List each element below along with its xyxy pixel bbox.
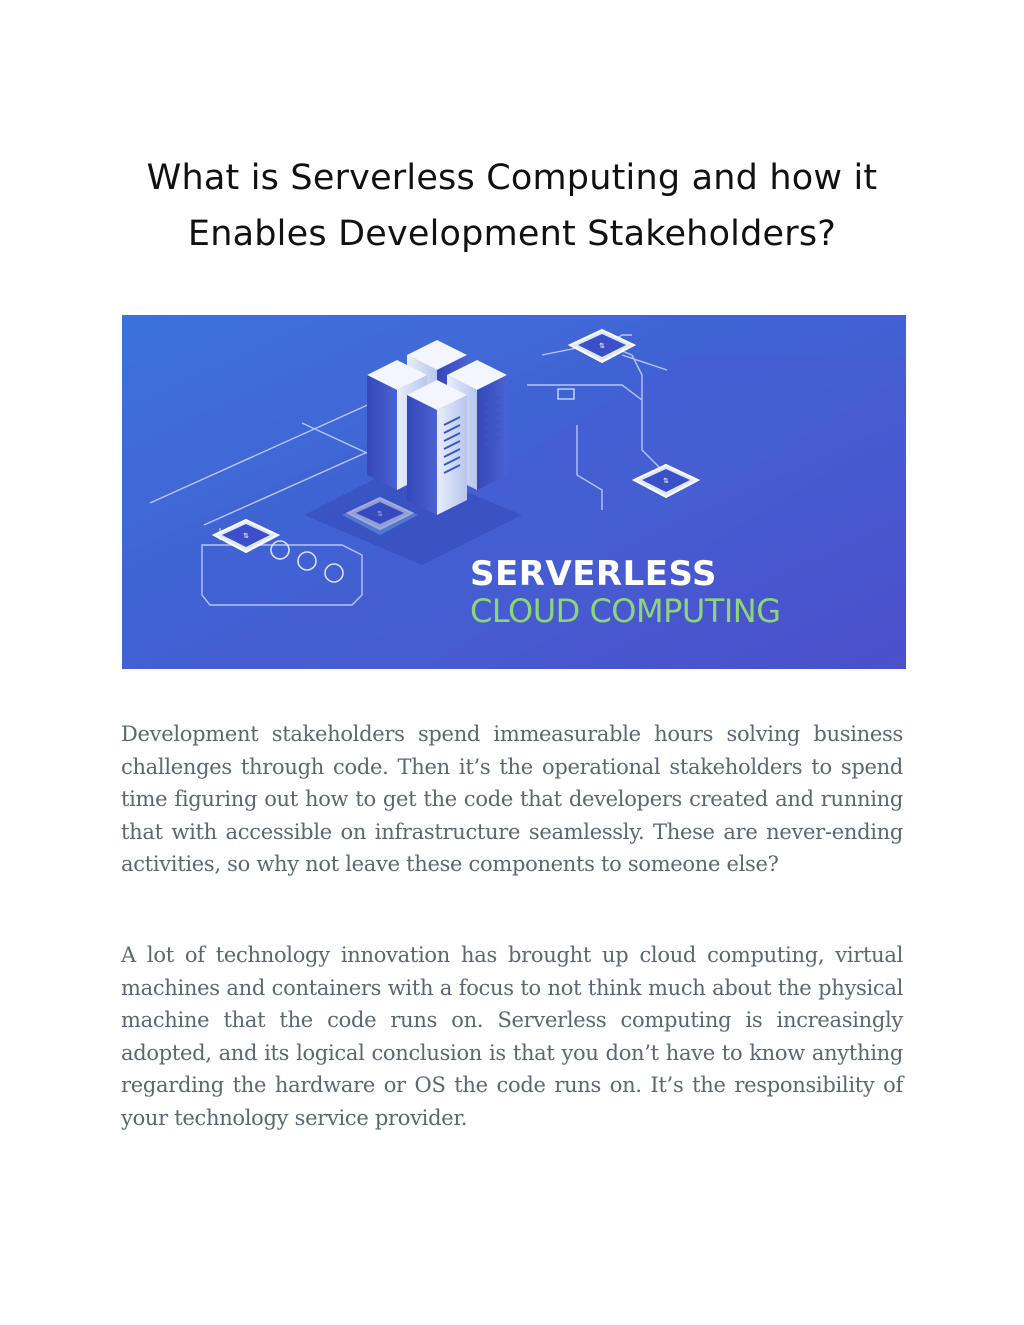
svg-text:⇅: ⇅ bbox=[663, 477, 669, 485]
svg-text:⇅: ⇅ bbox=[599, 342, 605, 350]
article-title-line-2: Enables Development Stakeholders? bbox=[187, 214, 837, 254]
svg-text:⇅: ⇅ bbox=[377, 510, 383, 518]
paragraph-1: Development stakeholders spend immeasurable hours solving business challenges through code. Then it’s the operational stakeholders to spend time figuring out how to get the code that developers created and running that with accessible on infrastructure seamlessly. These are never-ending activities, so why not leave these components to someone else? bbox=[121, 722, 903, 877]
hero-headline: SERVERLESS bbox=[470, 554, 717, 594]
article-title-line-1: What is Serverless Computing and how it bbox=[146, 158, 878, 198]
hero-illustration bbox=[122, 315, 906, 669]
serverless-illustration bbox=[122, 315, 906, 669]
article-title bbox=[100, 150, 924, 262]
paragraph-2: A lot of technology innovation has brought up cloud computing, virtual machines and containers with a focus to not think much about the physical machine that the code runs on. Serverless computing is increasingly adopted, and its logical conclusion is that you don’t have to know anything regarding the hardware or OS the code runs on. It’s the responsibility of your technology service provider. bbox=[121, 943, 903, 1130]
svg-text:⇅: ⇅ bbox=[243, 532, 249, 540]
hero-subheadline: CLOUD COMPUTING bbox=[470, 592, 781, 630]
